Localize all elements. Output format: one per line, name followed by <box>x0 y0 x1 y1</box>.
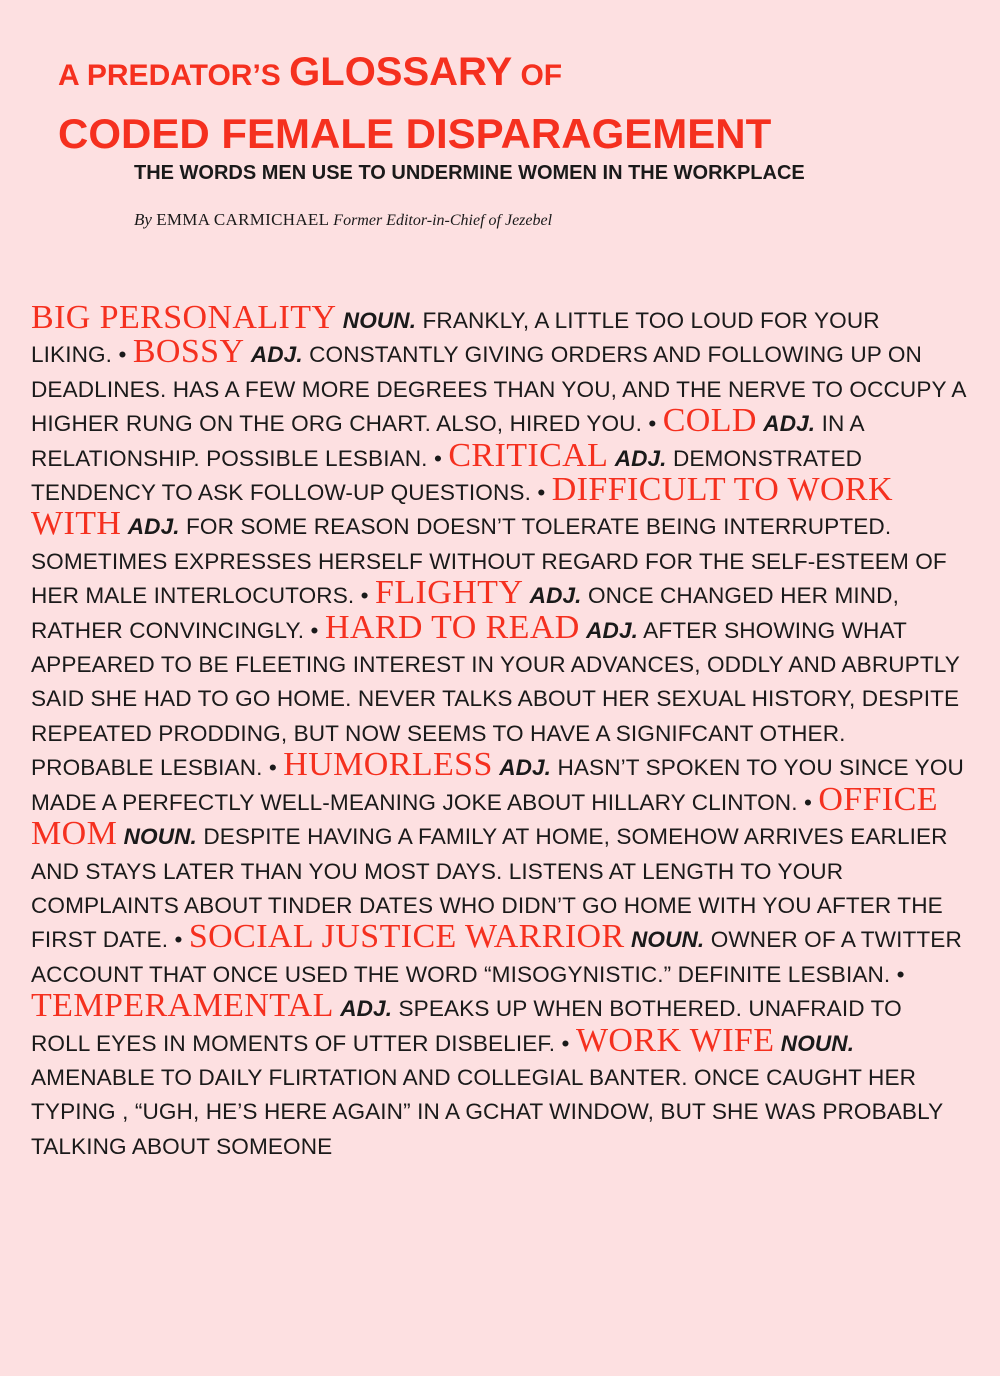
part-of-speech: ADJ. <box>499 755 552 781</box>
byline-author: EMMA CARMICHAEL <box>156 210 330 229</box>
glossary-term: DIFFICULT TO WORK WITH <box>31 471 893 543</box>
part-of-speech: NOUN. <box>342 308 417 333</box>
definition: IN A RELATIONSHIP. POSSIBLE LESBIAN. <box>31 411 864 471</box>
glossary-term: FLIGHTY <box>375 574 524 612</box>
glossary-term: OFFICE MOM <box>31 780 938 853</box>
entry-bullet: • <box>890 961 905 987</box>
subtitle: THE WORDS MEN USE TO UNDERMINE WOMEN IN THE WORKPLACE <box>134 162 805 184</box>
page-title-line-1 <box>58 50 562 95</box>
title-part-1: A PREDATOR’S <box>58 59 290 92</box>
glossary-term: CRITICAL <box>448 436 609 474</box>
byline <box>134 210 552 230</box>
entry-bullet: • <box>641 411 663 437</box>
byline-role: Former Editor-in-Chief of Jezebel <box>329 212 553 229</box>
part-of-speech: ADJ. <box>529 583 582 609</box>
definition: SPEAKS UP WHEN BOTHERED. UNAFRAID TO ROLL EYES IN MOMENTS OF UTTER DISBELIEF. <box>31 996 902 1056</box>
glossary-term: WORK WIFE <box>575 1021 775 1059</box>
glossary-term: TEMPERAMENTAL <box>31 987 334 1025</box>
glossary-term: SOCIAL JUSTICE WARRIOR <box>188 918 625 956</box>
title-part-2: GLOSSARY <box>289 50 513 94</box>
glossary-term: BOSSY <box>132 333 245 371</box>
definition: OWNER OF A TWITTER ACCOUNT THAT ONCE USED THE WORD “MISOGYNISTIC.” DEFINITE LESBIAN. <box>31 927 962 987</box>
definition: ONCE CHANGED HER MIND, RATHER CONVINCINGLY. <box>31 583 899 643</box>
glossary-term: COLD <box>662 402 757 440</box>
definition: FOR SOME REASON DOESN’T TOLERATE BEING INTERRUPTED. SOMETIMES EXPRESSES HERSELF WITHOUT REGARD FOR THE SELF-ESTEEM OF HER MALE INTERLOCUTORS. <box>31 514 947 609</box>
definition: FRANKLY, A LITTLE TOO LOUD FOR YOUR LIKING. <box>31 308 880 368</box>
part-of-speech: ADJ. <box>127 514 180 540</box>
definition: DEMONSTRATED TENDENCY TO ASK FOLLOW-UP QUESTIONS. <box>31 445 863 506</box>
title-part-3: OF <box>512 59 563 92</box>
definition: CONSTANTLY GIVING ORDERS AND FOLLOWING UP ON DEADLINES. HAS A FEW MORE DEGREES THAN YOU, AND THE NERVE TO OCCUPY A HIGHER RUNG ON THE ORG CHART. ALSO, HIRED YOU. <box>31 342 966 437</box>
byline-by: By <box>134 210 157 229</box>
entry-bullet: • <box>304 617 325 643</box>
part-of-speech: NOUN. <box>630 927 705 953</box>
entry-bullet: • <box>262 755 284 781</box>
part-of-speech: ADJ. <box>250 342 303 368</box>
page-title-line-2: CODED FEMALE DISPARAGEMENT <box>58 110 772 157</box>
part-of-speech: ADJ. <box>340 996 393 1022</box>
definition: DESPITE HAVING A FAMILY AT HOME, SOMEHOW ARRIVES EARLIER AND STAYS LATER THAN YOU MOST DAYS. LISTENS AT LENGTH TO YOUR COMPLAINTS ABOUT TINDER DATES WHO DIDN’T GO HOME WITH YOU AFTER THE FIRST DATE. <box>31 824 948 953</box>
entry-bullet: • <box>797 789 819 815</box>
entry-bullet: • <box>555 1030 576 1056</box>
entry-bullet: • <box>168 927 189 953</box>
entry-bullet: • <box>427 445 449 471</box>
glossary-term: BIG PERSONALITY <box>31 299 337 336</box>
definition: AMENABLE TO DAILY FLIRTATION AND COLLEGIAL BANTER. ONCE CAUGHT HER TYPING , “UGH, HE’S HERE AGAIN” IN A GCHAT WINDOW, BUT SHE WAS PROBABLY TALKING ABOUT SOMEONE <box>31 1064 943 1159</box>
definition: HASN’T SPOKEN TO YOU SINCE YOU MADE A PERFECTLY WELL-MEANING JOKE ABOUT HILLARY CLINTON. <box>31 755 964 815</box>
glossary-term: HUMORLESS <box>283 746 493 784</box>
entry-bullet: • <box>112 342 133 368</box>
entry-bullet: • <box>530 480 552 506</box>
part-of-speech: NOUN. <box>123 824 197 850</box>
glossary-term: HARD TO READ <box>324 608 580 646</box>
glossary-body <box>31 299 966 1164</box>
entry-bullet: • <box>354 583 376 609</box>
part-of-speech: ADJ. <box>763 411 816 437</box>
part-of-speech: ADJ. <box>614 445 667 471</box>
definition: AFTER SHOWING WHAT APPEARED TO BE FLEETING INTEREST IN YOUR ADVANCES, ODDLY AND ABRUPTLY SAID SHE HAD TO GO HOME. NEVER TALKS ABOUT HER SEXUAL HISTORY, DESPITE REPEATED PRODDING, BUT NOW SEEMS TO HAVE A SIGNIFCANT OTHER. PROBABLE LESBIAN. <box>31 617 960 781</box>
part-of-speech: NOUN. <box>780 1030 855 1056</box>
part-of-speech: ADJ. <box>586 617 639 643</box>
